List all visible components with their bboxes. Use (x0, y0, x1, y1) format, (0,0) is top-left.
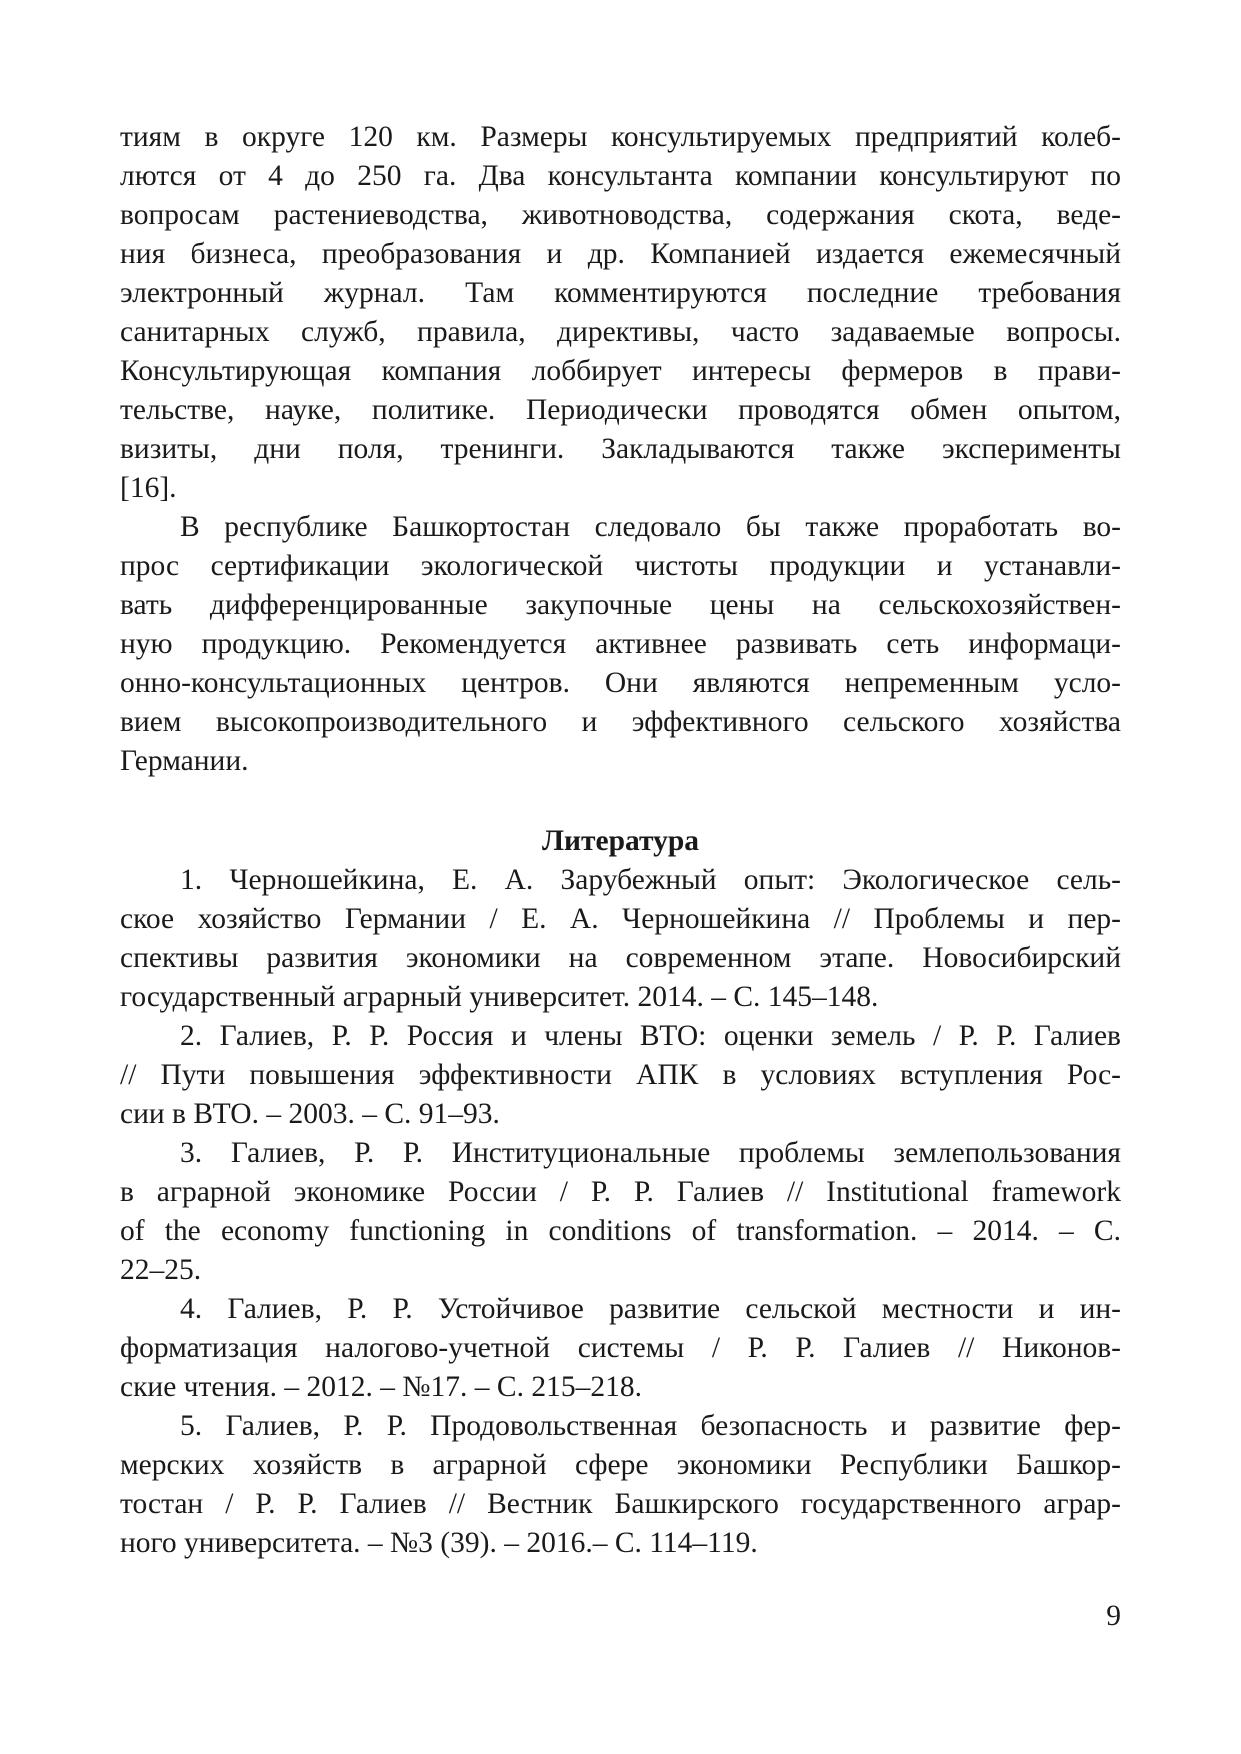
text-line: ную продукцию. Рекомендуется активнее развивать сеть информаци- (120, 628, 1121, 660)
reference-item-2 (120, 1017, 1121, 1134)
text-line: 1. Черношейкина, Е. А. Зарубежный опыт: Экологическое сель- (180, 864, 1121, 896)
text-line: визиты, дни поля, тренинги. Закладываются также эксперименты (120, 433, 1121, 465)
text-line: 5. Галиев, Р. Р. Продовольственная безопасность и развитие фер- (180, 1410, 1121, 1442)
text-line: of the economy functioning in conditions of transformation. – 2014. – С. (120, 1215, 1121, 1247)
document-page (120, 118, 1121, 1563)
reference-item-4 (120, 1290, 1121, 1407)
text-line: тостан / Р. Р. Галиев // Вестник Башкирского государственного аграр- (120, 1488, 1121, 1520)
references-heading: Литература (542, 825, 699, 857)
text-line: Германии. (120, 745, 249, 777)
text-line: тельстве, науке, политике. Периодически проводятся обмен опытом, (120, 394, 1121, 426)
text-line: ния бизнеса, преобразования и др. Компанией издается ежемесячный (120, 238, 1121, 270)
text-line: форматизация налогово-учетной системы / Р. Р. Галиев // Никонов- (120, 1332, 1121, 1364)
text-line: в аграрной экономике России / Р. Р. Галиев // Institutional framework (120, 1176, 1121, 1208)
text-line: спективы развития экономики на современном этапе. Новосибирский (120, 942, 1121, 974)
reference-item-1 (120, 861, 1121, 1017)
text-line: ские чтения. – 2012. – №17. – С. 215–218. (120, 1371, 642, 1403)
text-line: ного университета. – №3 (39). – 2016.– С. 114–119. (120, 1527, 758, 1559)
text-line: лются от 4 до 250 га. Два консультанта компании консультируют по (120, 160, 1121, 192)
reference-item-5 (120, 1407, 1121, 1563)
text-line: вать дифференцированные закупочные цены на сельскохозяйствен- (120, 589, 1121, 621)
text-line: тиям в округе 120 км. Размеры консультируемых предприятий колеб- (120, 121, 1121, 153)
text-line: государственный аграрный университет. 2014. – С. 145–148. (120, 981, 879, 1013)
text-line: мерских хозяйств в аграрной сфере экономики Республики Башкор- (120, 1449, 1121, 1481)
body-paragraph-1 (120, 118, 1121, 508)
reference-item-3 (120, 1134, 1121, 1290)
text-line: 4. Галиев, Р. Р. Устойчивое развитие сельской местности и ин- (180, 1293, 1121, 1325)
text-line: 2. Галиев, Р. Р. Россия и члены ВТО: оценки земель / Р. Р. Галиев (180, 1020, 1121, 1052)
text-line: прос сертификации экологической чистоты продукции и устанавли- (120, 550, 1121, 582)
text-line: 3. Галиев, Р. Р. Институциональные проблемы землепользования (180, 1137, 1121, 1169)
text-line: электронный журнал. Там комментируются последние требования (120, 277, 1121, 309)
references-list (120, 861, 1121, 1563)
text-line: сии в ВТО. – 2003. – С. 91–93. (120, 1098, 500, 1130)
text-line: вием высокопроизводительного и эффективного сельского хозяйства (120, 706, 1121, 738)
page-number: 9 (1106, 1600, 1121, 1632)
body-paragraph-2 (120, 508, 1121, 781)
text-line: Консультирующая компания лоббирует интересы фермеров в прави- (120, 355, 1121, 387)
text-line: [16]. (120, 472, 177, 504)
text-line: В республике Башкортостан следовало бы также проработать во- (180, 511, 1121, 543)
text-line: онно-консультационных центров. Они являются непременным усло- (120, 667, 1121, 699)
text-line: // Пути повышения эффективности АПК в условиях вступления Рос- (120, 1059, 1121, 1091)
text-line: вопросам растениеводства, животноводства, содержания скота, веде- (120, 199, 1121, 231)
text-line: санитарных служб, правила, директивы, часто задаваемые вопросы. (120, 316, 1121, 348)
text-line: ское хозяйство Германии / Е. А. Черношейкина // Проблемы и пер- (120, 903, 1121, 935)
text-line: 22–25. (120, 1254, 202, 1286)
